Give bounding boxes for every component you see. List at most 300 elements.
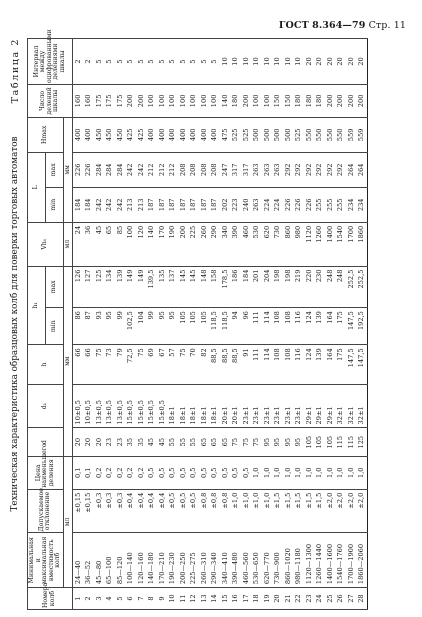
cell-d: 65 [199, 428, 210, 456]
cell-n: 28 [356, 588, 367, 610]
cell-cost: 0,5 [167, 456, 178, 489]
cell-h1-min: 87 [83, 308, 94, 345]
cell-h1-min: 192,5 [356, 308, 367, 345]
cell-L-max: 226 [83, 152, 94, 187]
cell-L-min: 187 [209, 187, 220, 222]
cell-divs: 100 [251, 84, 262, 117]
cell-range: 860—1020 [283, 533, 294, 588]
cell-d: 55 [167, 428, 178, 456]
table-row [157, 39, 168, 610]
cell-n: 16 [230, 588, 241, 610]
cell-h1-min: 111 [251, 308, 262, 345]
cell-interval: 5 [136, 39, 147, 85]
col-header-h: h [28, 345, 64, 384]
cell-cost: 1,0 [356, 456, 367, 489]
cell-L-min: 234 [346, 187, 357, 222]
cell-hmax: 400 [167, 117, 178, 152]
cell-divs: 160 [83, 84, 94, 117]
cell-cost: 0,5 [188, 456, 199, 489]
cell-interval: 20 [304, 39, 315, 85]
cell-range: 200—250 [178, 533, 189, 588]
cell-L-max: 264 [356, 152, 367, 187]
cell-range: 390—480 [230, 533, 241, 588]
table-row [220, 39, 231, 610]
cell-hmax: 425 [125, 117, 136, 152]
cell-d1: 23±1 [283, 384, 294, 428]
gost-number: ГОСТ 8.364—79 [278, 20, 366, 31]
cell-h1-max: 125 [94, 266, 105, 308]
cell-h1-min: 102,5 [125, 308, 136, 345]
cell-divs: 175 [104, 84, 115, 117]
cell-interval: 5 [115, 39, 126, 85]
cell-hmax: 450 [94, 117, 105, 152]
table-row [325, 39, 336, 610]
cell-L-min: 255 [325, 187, 336, 222]
cell-d1: 18±1 [178, 384, 189, 428]
cell-h: 82 [199, 345, 210, 384]
table-row [104, 39, 115, 610]
cell-interval: 10 [241, 39, 252, 85]
cell-tol: ±0,3 [115, 489, 126, 533]
cell-h1-max: 186 [230, 266, 241, 308]
cell-interval: 2 [83, 39, 94, 85]
cell-divs: 180 [314, 84, 325, 117]
cell-tol: ±0,4 [136, 489, 147, 533]
cell-vh1: 65 [104, 222, 115, 266]
cell-tol: ±0,4 [157, 489, 168, 533]
cell-n: 2 [83, 588, 94, 610]
cell-h1-min: 108 [283, 308, 294, 345]
cell-interval: 5 [146, 39, 157, 85]
cell-range: 530—650 [251, 533, 262, 588]
cell-h: 70 [188, 345, 199, 384]
cell-d: 95 [293, 428, 304, 456]
cell-h1-max: 184 [241, 266, 252, 308]
cell-h1-min: 114 [262, 308, 273, 345]
cell-range: 1260—1440 [314, 533, 325, 588]
cell-L-min: 226 [293, 187, 304, 222]
cell-L-min: 242 [115, 187, 126, 222]
cell-divs: 100 [188, 84, 199, 117]
cell-interval: 20 [314, 39, 325, 85]
cell-L-max: 212 [146, 152, 157, 187]
cell-L-max: 263 [262, 152, 273, 187]
cell-range: 85—120 [115, 533, 126, 588]
cell-d1: 23±1 [262, 384, 273, 428]
cell-d1: 15±0,5 [136, 384, 147, 428]
cell-d: 20 [72, 428, 83, 456]
cell-vh1: 190 [167, 222, 178, 266]
cell-d1: 32±1 [335, 384, 346, 428]
table-row [136, 39, 147, 610]
cell-h: 75 [136, 345, 147, 384]
cell-tol: ±0,8 [209, 489, 220, 533]
cell-range: 100—140 [125, 533, 136, 588]
cell-h: 66 [72, 345, 83, 384]
cell-h1-min: 105 [199, 308, 210, 345]
cell-L-max: 317 [230, 152, 241, 187]
unit-mm-2: мм [63, 117, 72, 222]
cell-interval: 10 [262, 39, 273, 85]
cell-L-min: 234 [356, 187, 367, 222]
cell-L-min: 255 [314, 187, 325, 222]
cell-h1-max: 145 [178, 266, 189, 308]
cell-range: 620—770 [262, 533, 273, 588]
cell-interval: 10 [220, 39, 231, 85]
cell-cost: 0,2 [115, 456, 126, 489]
table-row [335, 39, 346, 610]
cell-vh1: 390 [230, 222, 241, 266]
table-title: Техническая характеристика образцовых колб для поверки торговых автоматов [10, 136, 20, 512]
cell-cost: 0,2 [104, 456, 115, 489]
cell-n: 6 [125, 588, 136, 610]
cell-h1-max: 178,5 [220, 266, 231, 308]
cell-divs: 100 [157, 84, 168, 117]
cell-h1-min: 147,5 [346, 308, 357, 345]
cell-tol: ±2,0 [325, 489, 336, 533]
cell-range: 460—560 [241, 533, 252, 588]
cell-L-min: 187 [167, 187, 178, 222]
cell-interval: 10 [283, 39, 294, 85]
cell-cost: 0,5 [220, 456, 231, 489]
cell-divs: 180 [293, 84, 304, 117]
cell-h1-min: 116 [293, 308, 304, 345]
cell-hmax: 525 [293, 117, 304, 152]
cell-L-max: 242 [125, 152, 136, 187]
cell-range: 340—410 [220, 533, 231, 588]
cell-vh1: 340 [220, 222, 231, 266]
cell-h: 111 [251, 345, 262, 384]
cell-d1: 15±0,5 [157, 384, 168, 428]
cell-d1: 18±1 [209, 384, 220, 428]
cell-h1-max: 219 [293, 266, 304, 308]
cell-vh1: 120 [136, 222, 147, 266]
cell-h1-max: 230 [314, 266, 325, 308]
cell-vh1: 1860 [356, 222, 367, 266]
cell-h1-max: 134 [104, 266, 115, 308]
cell-divs: 150 [272, 84, 283, 117]
cell-h1-min: 108 [272, 308, 283, 345]
table-row [272, 39, 283, 610]
cell-h1-max: 220 [304, 266, 315, 308]
cell-n: 15 [220, 588, 231, 610]
cell-vh1: 45 [94, 222, 105, 266]
table-row [94, 39, 105, 610]
cell-divs: 100 [199, 84, 210, 117]
cell-h: 69 [146, 345, 157, 384]
cell-h1-min: 118,5 [209, 308, 220, 345]
cell-vh1: 200 [178, 222, 189, 266]
cell-n: 18 [251, 588, 262, 610]
cell-range: 45—80 [94, 533, 105, 588]
cell-n: 12 [188, 588, 199, 610]
cell-divs: 200 [241, 84, 252, 117]
cell-h1-min: 99 [146, 308, 157, 345]
cell-L-max: 242 [136, 152, 147, 187]
col-header-interval: Интервал между оцифрованными делениями шкалы [28, 39, 73, 85]
cell-h1-max: 158 [209, 266, 220, 308]
cell-L-max: 292 [283, 152, 294, 187]
cell-divs: 180 [304, 84, 315, 117]
cell-hmax: 550 [325, 117, 336, 152]
cell-n: 27 [346, 588, 357, 610]
cell-tol: ±0,3 [94, 489, 105, 533]
cell-vh1: 170 [157, 222, 168, 266]
cell-d: 45 [157, 428, 168, 456]
cell-h: 175 [335, 345, 346, 384]
cell-L-max: 208 [188, 152, 199, 187]
table-row [199, 39, 210, 610]
table-row [83, 39, 94, 610]
col-header-d1: d₁ [28, 384, 64, 428]
cell-L-max: 212 [157, 152, 168, 187]
cell-L-min: 242 [104, 187, 115, 222]
cell-h1-max: 248 [335, 266, 346, 308]
cell-h: 139 [314, 345, 325, 384]
cell-L-max: 208 [178, 152, 189, 187]
cell-cost: 1,0 [272, 456, 283, 489]
cell-range: 1120—1300 [304, 533, 315, 588]
cell-d1: 15±0,5 [125, 384, 136, 428]
cell-d1: 13±0,5 [104, 384, 115, 428]
cell-h1-min: 175 [335, 308, 346, 345]
cell-interval: 10 [230, 39, 241, 85]
cell-interval: 5 [209, 39, 220, 85]
cell-tol: ±2,0 [356, 489, 367, 533]
table-row [115, 39, 126, 610]
cell-n: 14 [209, 588, 220, 610]
col-header-d: d [28, 428, 64, 456]
cell-cost: 0,1 [72, 456, 83, 489]
cell-cost: 0,5 [230, 456, 241, 489]
cell-d1: 18±1 [188, 384, 199, 428]
col-header-L-max: max [45, 152, 63, 187]
cell-h1-min: 164 [325, 308, 336, 345]
cell-d1: 10±0,5 [72, 384, 83, 428]
cell-cost: 1,0 [335, 456, 346, 489]
cell-hmax: 400 [209, 117, 220, 152]
cell-hmax: 525 [230, 117, 241, 152]
cell-divs: 180 [230, 84, 241, 117]
cell-interval: 5 [94, 39, 105, 85]
cell-divs: 150 [283, 84, 294, 117]
table-row [262, 39, 273, 610]
cell-h: 91 [241, 345, 252, 384]
cell-h: 75 [94, 345, 105, 384]
cell-h1-max: 248 [325, 266, 336, 308]
cell-divs: 160 [72, 84, 83, 117]
cell-range: 24—40 [72, 533, 83, 588]
cell-h1-min: 118,5 [220, 308, 231, 345]
cell-vh1: 1400 [325, 222, 336, 266]
cell-h: 72,5 [125, 345, 136, 384]
cell-range: 1700—1900 [346, 533, 357, 588]
cell-L-min: 187 [178, 187, 189, 222]
col-header-range: Минимальная и максимальная вместимость колб [28, 533, 64, 588]
cell-d: 115 [335, 428, 346, 456]
cell-L-min: 184 [72, 187, 83, 222]
cell-h1-max: 127 [83, 266, 94, 308]
cell-h1-max: 135 [157, 266, 168, 308]
cell-n: 9 [157, 588, 168, 610]
cell-d: 125 [356, 428, 367, 456]
cell-L-min: 187 [146, 187, 157, 222]
cell-range: 170—210 [157, 533, 168, 588]
cell-tol: ±0,5 [178, 489, 189, 533]
cell-hmax: 400 [146, 117, 157, 152]
cell-h1-min: 96 [241, 308, 252, 345]
cell-d: 55 [178, 428, 189, 456]
cell-vh1: 980 [293, 222, 304, 266]
cell-h1-min: 139 [314, 308, 325, 345]
page-number: Стр. 11 [368, 20, 406, 31]
cell-d1: 20±1 [220, 384, 231, 428]
cell-range: 225—275 [188, 533, 199, 588]
cell-L-max: 284 [115, 152, 126, 187]
cell-divs: 200 [125, 84, 136, 117]
cell-L-max: 317 [241, 152, 252, 187]
cell-tol: ±2,0 [346, 489, 357, 533]
cell-L-max: 284 [94, 152, 105, 187]
cell-range: 730—900 [272, 533, 283, 588]
cell-h: 88,5 [230, 345, 241, 384]
table-row [178, 39, 189, 610]
cell-divs: 100 [146, 84, 157, 117]
cell-divs: 200 [325, 84, 336, 117]
cell-h: 66 [83, 345, 94, 384]
cell-cost: 1,0 [283, 456, 294, 489]
cell-L-max: 263 [272, 152, 283, 187]
cell-d1: 13±0,5 [94, 384, 105, 428]
cell-vh1: 260 [199, 222, 210, 266]
cell-hmax: 400 [157, 117, 168, 152]
cell-tol: ±1,0 [241, 489, 252, 533]
page-header [279, 20, 406, 31]
cell-L-max: 284 [104, 152, 115, 187]
cell-d: 95 [283, 428, 294, 456]
cell-hmax: 400 [72, 117, 83, 152]
cell-hmax: 500 [251, 117, 262, 152]
cell-vh1: 1700 [346, 222, 357, 266]
cell-interval: 10 [272, 39, 283, 85]
cell-tol: ±0,15 [83, 489, 94, 533]
cell-L-min: 226 [304, 187, 315, 222]
cell-tol: ±1,5 [304, 489, 315, 533]
table-row [146, 39, 157, 610]
cell-divs: 200 [346, 84, 357, 117]
cell-h1-max: 139 [115, 266, 126, 308]
cell-L-max: 292 [314, 152, 325, 187]
cell-L-max: 264 [346, 152, 357, 187]
cell-cost: 0,2 [125, 456, 136, 489]
cell-divs: 100 [167, 84, 178, 117]
cell-interval: 2 [72, 39, 83, 85]
cell-L-max: 208 [209, 152, 220, 187]
col-header-L: L [28, 152, 46, 222]
cell-interval: 5 [125, 39, 136, 85]
cell-L-min: 224 [272, 187, 283, 222]
unit-mm: мм [63, 266, 72, 456]
cell-range: 140—180 [146, 533, 157, 588]
cell-h1-max: 204 [262, 266, 273, 308]
cell-n: 8 [146, 588, 157, 610]
cell-interval: 5 [178, 39, 189, 85]
table-row [304, 39, 315, 610]
cell-L-max: 292 [325, 152, 336, 187]
cell-h1-min: 95 [104, 308, 115, 345]
cell-hmax: 500 [272, 117, 283, 152]
cell-h1-min: 95 [167, 308, 178, 345]
cell-cost: 1,0 [346, 456, 357, 489]
cell-divs: 100 [209, 84, 220, 117]
cell-d1: 23±1 [251, 384, 262, 428]
cell-h1-max: 201 [251, 266, 262, 308]
cell-divs: 200 [136, 84, 147, 117]
cell-d: 75 [230, 428, 241, 456]
cell-L-min: 255 [335, 187, 346, 222]
col-header-n: Номера колб [28, 588, 73, 610]
cell-tol: ±1,5 [314, 489, 325, 533]
cell-divs: 200 [335, 84, 346, 117]
cell-n: 26 [335, 588, 346, 610]
cell-L-min: 184 [83, 187, 94, 222]
cell-n: 17 [241, 588, 252, 610]
cell-h1-max: 198 [272, 266, 283, 308]
cell-h: 108 [283, 345, 294, 384]
cell-h1-max: 145 [188, 266, 199, 308]
cell-tol: ±0,8 [220, 489, 231, 533]
table-row [346, 39, 357, 610]
cell-range: 1540—1760 [335, 533, 346, 588]
cell-vh1: 730 [272, 222, 283, 266]
cell-vh1: 290 [209, 222, 220, 266]
cell-hmax: 559 [356, 117, 367, 152]
col-header-divs: Число делений шкалы [28, 84, 73, 117]
cell-vh1: 530 [251, 222, 262, 266]
col-header-vh1: Vh₁ [28, 222, 64, 266]
cell-h: 75 [178, 345, 189, 384]
cell-cost: 0,5 [178, 456, 189, 489]
cell-range: 290—340 [209, 533, 220, 588]
cell-interval: 5 [199, 39, 210, 85]
table-row [209, 39, 220, 610]
cell-vh1: 620 [262, 222, 273, 266]
cell-n: 3 [94, 588, 105, 610]
cell-h1-max: 137 [167, 266, 178, 308]
cell-d: 65 [220, 428, 231, 456]
cell-h: 108 [272, 345, 283, 384]
cell-d1: 23±1 [241, 384, 252, 428]
cell-tol: ±0,4 [146, 489, 157, 533]
cell-vh1: 1120 [304, 222, 315, 266]
cell-tol: ±1,0 [262, 489, 273, 533]
cell-h1-min: 94 [230, 308, 241, 345]
cell-cost: 0,5 [241, 456, 252, 489]
cell-d: 75 [241, 428, 252, 456]
cell-d: 45 [146, 428, 157, 456]
cell-vh1: 1260 [314, 222, 325, 266]
cell-cost: 0,5 [199, 456, 210, 489]
cell-h1-max: 139,5 [146, 266, 157, 308]
cell-tol: ±0,5 [188, 489, 199, 533]
cell-h: 88,5 [209, 345, 220, 384]
cell-vh1: 24 [72, 222, 83, 266]
cell-vh1: 860 [283, 222, 294, 266]
cell-hmax: 550 [304, 117, 315, 152]
table-row [251, 39, 262, 610]
table-title-line [10, 38, 24, 610]
cell-tol: ±0,5 [167, 489, 178, 533]
